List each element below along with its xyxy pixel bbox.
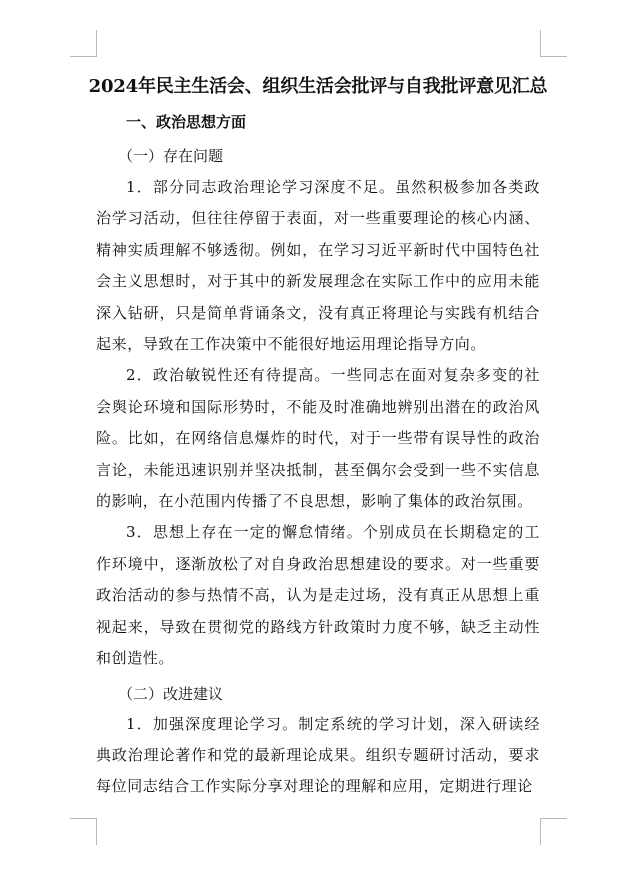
section-heading-political-thought: 一、政治思想方面: [126, 113, 247, 131]
paragraph-problem-2: 2．政治敏锐性还有待提高。一些同志在面对复杂多变的社会舆论环境和国际形势时，不能及时准确地辨别出潜在的政治风险。比如，在网络信息爆炸的时代，对于一些带有误导性的政治言论，未能迅速识别并坚决抵制，甚至偶尔会受到一些不实信息的影响，在小范围内传播了不良思想，影响了集体的政治氛围。: [96, 366, 540, 511]
paragraph-problem-1: 1．部分同志政治理论学习深度不足。虽然积极参加各类政治学习活动，但往往停留于表面，对一些重要理论的核心内涵、精神实质理解不够透彻。例如，在学习习近平新时代中国特色社会主义思想时，对于其中的新发展理念在实际工作中的应用未能深入钻研，只是简单背诵条文，没有真正将理论与实践有机结合起来，导致在工作决策中不能很好地运用理论指导方向。: [96, 178, 540, 354]
crop-mark-top-right: [540, 30, 567, 57]
crop-mark-bottom-left: [70, 818, 97, 845]
crop-mark-bottom-right: [540, 818, 567, 845]
document-body: [88, 72, 548, 803]
document-title: 2024年民主生活会、组织生活会批评与自我批评意见汇总: [88, 76, 548, 97]
subsection-heading-suggestions: （二）改进建议: [118, 684, 224, 703]
paragraph-suggestion-1: 1．加强深度理论学习。制定系统的学习计划，深入研读经典政治理论著作和党的最新理论成果。组织专题研讨活动，要求每位同志结合工作实际分享对理论的理解和应用，定期进行理论: [96, 714, 540, 796]
paragraph-problem-3: 3．思想上存在一定的懈怠情绪。个别成员在长期稳定的工作环境中，逐渐放松了对自身政治思想建设的要求。对一些重要政治活动的参与热情不高，认为是走过场，没有真正从思想上重视起来，导致在贯彻党的路线方针政策时力度不够，缺乏主动性和创造性。: [96, 523, 540, 668]
subsection-heading-problems: （一）存在问题: [118, 147, 224, 165]
crop-mark-top-left: [70, 30, 97, 57]
